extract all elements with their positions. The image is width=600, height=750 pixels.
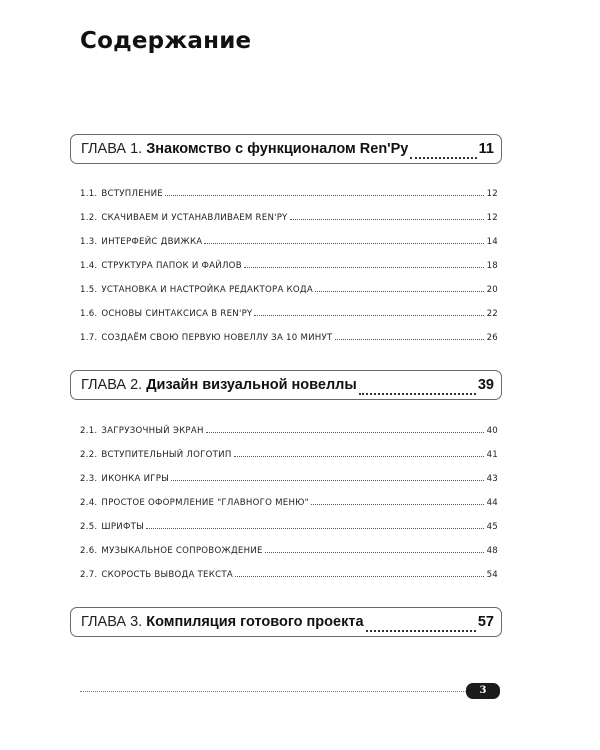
section-page-number: 12 <box>486 189 498 199</box>
dot-leader <box>206 432 484 433</box>
section-number: 1.7. <box>80 333 98 343</box>
dot-leader <box>254 315 484 316</box>
dot-leader <box>410 157 476 159</box>
chapter-prefix: ГЛАВА 1. <box>81 141 143 157</box>
chapter-title: Знакомство с функционалом Ren'Py <box>146 141 409 157</box>
dot-leader <box>359 393 476 395</box>
section-page-number: 44 <box>486 498 498 508</box>
section-number: 2.7. <box>80 570 98 580</box>
chapter-heading-2[interactable] <box>70 370 502 400</box>
toc-entry[interactable] <box>80 247 498 271</box>
section-page-number: 20 <box>486 285 498 295</box>
dot-leader <box>165 195 484 196</box>
dot-leader <box>244 267 484 268</box>
toc-entry[interactable] <box>80 532 498 556</box>
section-page-number: 41 <box>486 450 498 460</box>
section-title: МУЗЫКАЛЬНОЕ СОПРОВОЖДЕНИЕ <box>101 546 263 556</box>
section-number: 2.6. <box>80 546 98 556</box>
dot-leader <box>204 243 484 244</box>
toc-entry[interactable] <box>80 460 498 484</box>
section-title: УСТАНОВКА И НАСТРОЙКА РЕДАКТОРА КОДА <box>101 285 314 295</box>
section-page-number: 18 <box>486 261 498 271</box>
chapter-title: Дизайн визуальной новеллы <box>146 377 357 393</box>
section-page-number: 14 <box>486 237 498 247</box>
section-title: ВСТУПЛЕНИЕ <box>101 189 163 199</box>
toc-entry[interactable] <box>80 319 498 343</box>
section-page-number: 26 <box>486 333 498 343</box>
page-title: Содержание <box>80 28 252 54</box>
chapter-page-number: 11 <box>478 141 494 157</box>
dot-leader <box>315 291 484 292</box>
section-title: ОСНОВЫ СИНТАКСИСА В REN'PY <box>101 309 253 319</box>
chapter-1-sections <box>80 175 498 343</box>
toc-entry[interactable] <box>80 508 498 532</box>
chapter-heading-3[interactable] <box>70 607 502 637</box>
section-number: 2.2. <box>80 450 98 460</box>
dot-leader <box>234 456 484 457</box>
section-number: 1.1. <box>80 189 98 199</box>
chapter-page-number: 39 <box>477 377 494 393</box>
chapter-title: Компиляция готового проекта <box>146 614 364 630</box>
section-page-number: 22 <box>486 309 498 319</box>
section-number: 2.1. <box>80 426 98 436</box>
toc-entry[interactable] <box>80 484 498 508</box>
section-number: 1.3. <box>80 237 98 247</box>
toc-entry[interactable] <box>80 175 498 199</box>
chapter-prefix: ГЛАВА 2. <box>81 377 143 393</box>
section-page-number: 54 <box>486 570 498 580</box>
chapter-heading-1[interactable] <box>70 134 502 164</box>
section-number: 2.5. <box>80 522 98 532</box>
section-title: ШРИФТЫ <box>101 522 144 532</box>
section-number: 1.4. <box>80 261 98 271</box>
chapter-prefix: ГЛАВА 3. <box>81 614 143 630</box>
section-title: ИКОНКА ИГРЫ <box>101 474 170 484</box>
toc-entry[interactable] <box>80 436 498 460</box>
section-number: 2.3. <box>80 474 98 484</box>
toc-entry[interactable] <box>80 271 498 295</box>
section-number: 1.6. <box>80 309 98 319</box>
dot-leader <box>265 552 484 553</box>
dot-leader <box>146 528 484 529</box>
section-title: ИНТЕРФЕЙС ДВИЖКА <box>101 237 203 247</box>
footer-dotted-rule <box>80 691 466 692</box>
toc-entry[interactable] <box>80 412 498 436</box>
section-title: СОЗДАЁМ СВОЮ ПЕРВУЮ НОВЕЛЛУ ЗА 10 МИНУТ <box>101 333 333 343</box>
section-number: 1.5. <box>80 285 98 295</box>
chapter-2-sections <box>80 412 498 580</box>
section-page-number: 40 <box>486 426 498 436</box>
dot-leader <box>171 480 484 481</box>
dot-leader <box>335 339 484 340</box>
section-title: ПРОСТОЕ ОФОРМЛЕНИЕ "ГЛАВНОГО МЕНЮ" <box>101 498 309 508</box>
chapter-page-number: 57 <box>477 614 494 630</box>
toc-entry[interactable] <box>80 295 498 319</box>
section-title: СКАЧИВАЕМ И УСТАНАВЛИВАЕМ REN'PY <box>101 213 288 223</box>
section-page-number: 45 <box>486 522 498 532</box>
toc-entry[interactable] <box>80 199 498 223</box>
section-page-number: 43 <box>486 474 498 484</box>
dot-leader <box>235 576 484 577</box>
section-title: ЗАГРУЗОЧНЫЙ ЭКРАН <box>101 426 204 436</box>
section-page-number: 12 <box>486 213 498 223</box>
section-number: 1.2. <box>80 213 98 223</box>
dot-leader <box>366 630 476 632</box>
toc-entry[interactable] <box>80 223 498 247</box>
section-title: ВСТУПИТЕЛЬНЫЙ ЛОГОТИП <box>101 450 232 460</box>
section-title: СТРУКТУРА ПАПОК И ФАЙЛОВ <box>101 261 242 271</box>
section-title: СКОРОСТЬ ВЫВОДА ТЕКСТА <box>101 570 233 580</box>
section-page-number: 48 <box>486 546 498 556</box>
dot-leader <box>311 504 484 505</box>
dot-leader <box>290 219 485 220</box>
toc-entry[interactable] <box>80 556 498 580</box>
section-number: 2.4. <box>80 498 98 508</box>
page-number-badge: 3 <box>466 683 500 699</box>
